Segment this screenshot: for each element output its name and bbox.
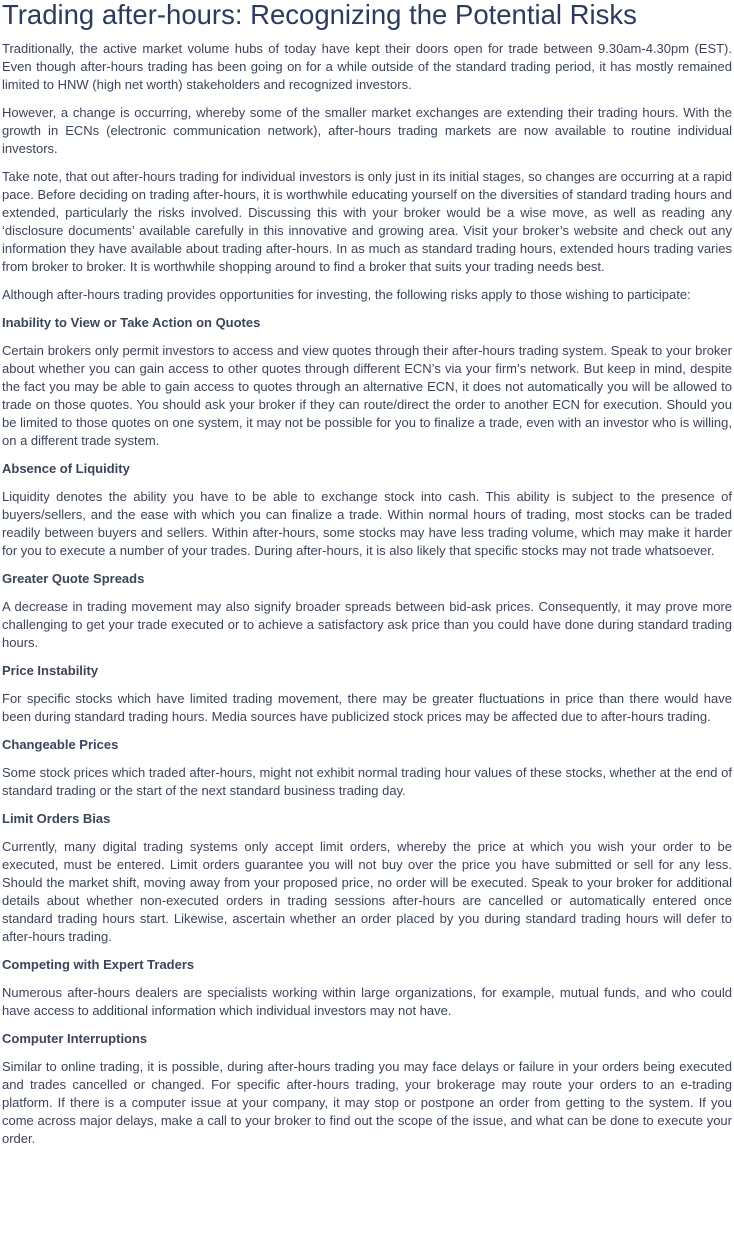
intro-paragraph-4: Although after-hours trading provides opportunities for investing, the following risks apply to those wishing to participate:: [2, 287, 691, 302]
section-body-changeable-prices: Some stock prices which traded after-hours, might not exhibit normal trading hour values of these stocks, whether at the end of standard trading or the start of the next standard business trading day.: [2, 765, 732, 798]
section-heading-price-instability: Price Instability: [2, 663, 99, 678]
section-heading-quotes: Inability to View or Take Action on Quotes: [2, 315, 261, 330]
section-heading-computer-interruptions: Computer Interruptions: [2, 1031, 148, 1046]
section-body-spreads: A decrease in trading movement may also signify broader spreads between bid-ask prices. Consequently, it may prove more challenging to get your trade executed or to achieve a satisfactory ask price than you could have done during standard trading hours.: [2, 599, 732, 650]
intro-paragraph-1: Traditionally, the active market volume hubs of today have kept their doors open for trade between 9.30am-4.30pm (EST). Even though after-hours trading has been going on for a while outside of the standard trading period, it has mostly remained limited to HNW (high net worth) stakeholders and recognized investors.: [2, 41, 732, 92]
section-heading-limit-orders: Limit Orders Bias: [2, 811, 111, 826]
section-body-liquidity: Liquidity denotes the ability you have to be able to exchange stock into cash. This ability is subject to the presence of buyers/sellers, and the ease with which you can finalize a trade. Within normal hours of trading, most stocks can be traded readily between buyers and sellers. Within after-hours, some stocks may have less trading volume, which may make it harder for you to execute a number of your trades. During after-hours, it is also likely that specific stocks may not trade whatsoever.: [2, 489, 732, 558]
section-body-computer-interruptions: Similar to online trading, it is possible, during after-hours trading you may face delays or failure in your orders being executed and trades cancelled or changed. For specific after-hours trading, your brokerage may route your orders to an e-trading platform. If there is a computer issue at your company, it may stop or postpone an order from getting to the system. If you come across major delays, make a call to your broker to find out the scope of the issue, and what can be done to execute your order.: [2, 1059, 732, 1146]
section-heading-expert-traders: Competing with Expert Traders: [2, 957, 195, 972]
section-body-limit-orders: Currently, many digital trading systems only accept limit orders, whereby the price at which you wish your order to be executed, must be entered. Limit orders guarantee you will not buy over the price you have submitted or sell for any less. Should the market shift, moving away from your proposed price, no order will be executed. Speak to your broker for additional details about whether non-executed orders in trading sessions after-hours are cancelled or automatically entered once standard trading hours start. Likewise, ascertain whether an order placed by you during standard trading hours will defer to after-hours trading.: [2, 839, 732, 944]
section-heading-changeable-prices: Changeable Prices: [2, 737, 119, 752]
intro-paragraph-2: However, a change is occurring, whereby some of the smaller market exchanges are extending their trading hours. With the growth in ECNs (electronic communication network), after-hours trading markets are now available to routine individual investors.: [2, 105, 732, 156]
section-heading-spreads: Greater Quote Spreads: [2, 571, 145, 586]
section-heading-liquidity: Absence of Liquidity: [2, 461, 130, 476]
article-title: Trading after-hours: Recognizing the Potential Risks: [2, 0, 637, 30]
intro-paragraph-3: Take note, that out after-hours trading for individual investors is only just in its initial stages, so changes are occurring at a rapid pace. Before deciding on trading after-hours, it is worthwhile educating yourself on the diversities of standard trading hours and extended, particularly the risks involved. Discussing this with your broker would be a wise move, as well as reading any ‘disclosure documents’ available carefully in this innovative and growing area. Visit your broker’s website and check out any information they have available about trading after-hours. In as much as standard trading hours, extended hours trading varies from broker to broker. It is worthwhile shopping around to find a broker that suits your trading needs best.: [2, 169, 732, 274]
section-body-price-instability: For specific stocks which have limited trading movement, there may be greater fluctuations in price than there would have been during standard trading hours. Media sources have publicized stock prices may be affected due to after-hours trading.: [2, 691, 732, 724]
section-body-quotes: Certain brokers only permit investors to access and view quotes through their after-hours trading system. Speak to your broker about whether you can gain access to other quotes through different ECN’s via your firm’s network. But keep in mind, despite the fact you may be able to gain access to quotes through an alternative ECN, it does not automatically you will be allowed to trade on those quotes. You should ask your broker if they can route/direct the order to another ECN for execution. Should you be limited to those quotes on one system, it may not be possible for you to finalize a trade, even with an investor who is willing, on a different trade system.: [2, 343, 732, 448]
section-body-expert-traders: Numerous after-hours dealers are specialists working within large organizations, for example, mutual funds, and who could have access to additional information which individual investors may not have.: [2, 985, 732, 1018]
